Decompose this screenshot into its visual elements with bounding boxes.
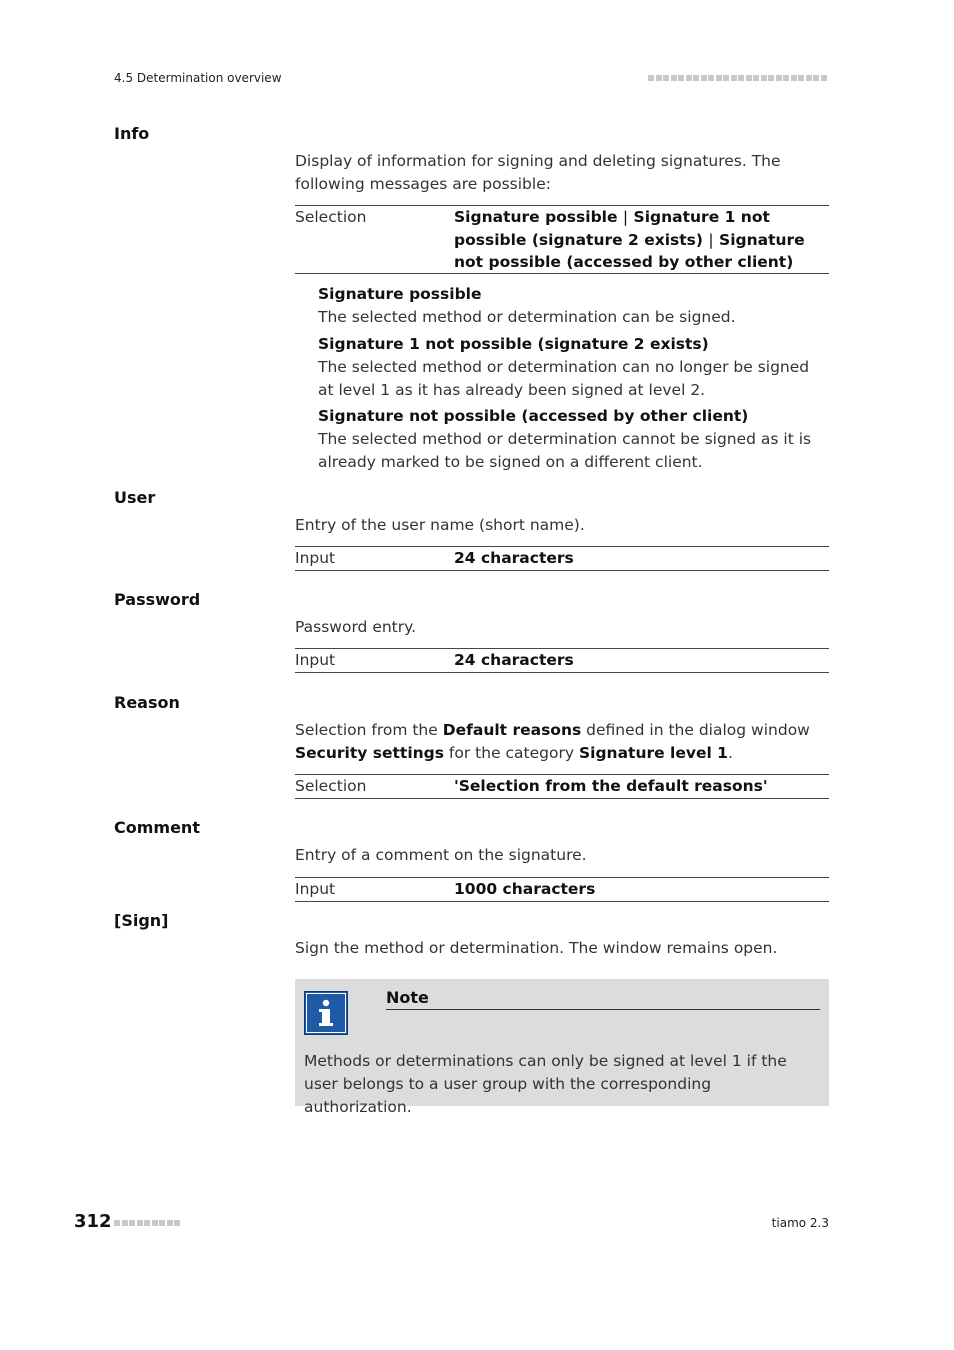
- user-input-table: [295, 546, 829, 571]
- comment-description: Entry of a comment on the signature.: [295, 846, 587, 864]
- info-selection-key: Selection: [295, 208, 367, 226]
- separator: |: [708, 230, 714, 249]
- user-value: 24 characters: [454, 549, 574, 567]
- note-title: Note: [386, 988, 820, 1010]
- password-heading: Password: [114, 590, 201, 609]
- user-description: Entry of the user name (short name).: [295, 516, 585, 534]
- selection-option-3: Signature not possible (accessed by other client): [454, 230, 805, 271]
- password-input-table: [295, 648, 829, 673]
- info-selection-values: [454, 206, 829, 274]
- comment-heading: Comment: [114, 818, 200, 837]
- selection-option-1: Signature possible: [454, 208, 618, 226]
- reason-selection-table: [295, 774, 829, 799]
- info-description: Display of information for signing and deleting signatures. The following messages are possible:: [295, 152, 781, 193]
- sign-heading: [Sign]: [114, 911, 169, 930]
- info-item-text: The selected method or determination can no longer be signed at level 1 as it has already been signed at level 2.: [318, 358, 810, 399]
- info-item-title: Signature possible: [318, 285, 482, 303]
- comment-value: 1000 characters: [454, 880, 596, 898]
- info-item-title: Signature 1 not possible (signature 2 exists): [318, 335, 709, 353]
- info-item-text: The selected method or determination cannot be signed as it is already marked to be signed on a different client.: [318, 430, 812, 471]
- signature-level-term: Signature level 1: [578, 744, 728, 762]
- password-description: Password entry.: [295, 618, 417, 636]
- user-key: Input: [295, 549, 336, 567]
- info-selection-table: [295, 205, 829, 274]
- security-settings-term: Security settings: [295, 744, 444, 762]
- reason-value: 'Selection from the default reasons': [454, 777, 768, 795]
- info-item-title: Signature not possible (accessed by other client): [318, 407, 749, 425]
- reason-description: Selection from the Default reasons defined in the dialog window Security settings for the category Signature level 1.: [295, 721, 810, 762]
- note-text: Methods or determinations can only be signed at level 1 if the user belongs to a user group with the corresponding authorization.: [304, 1052, 787, 1116]
- sign-description: Sign the method or determination. The window remains open.: [295, 939, 778, 957]
- reason-key: Selection: [295, 777, 367, 795]
- info-heading: Info: [114, 124, 150, 143]
- default-reasons-term: Default reasons: [442, 721, 582, 739]
- user-heading: User: [114, 488, 156, 507]
- running-header: 4.5 Determination overview: [114, 71, 282, 85]
- info-item: [318, 405, 829, 474]
- info-icon: [304, 991, 348, 1035]
- separator: |: [622, 208, 629, 226]
- password-key: Input: [295, 651, 336, 669]
- password-value: 24 characters: [454, 651, 574, 669]
- page-number: 312: [74, 1211, 112, 1232]
- note-box: [295, 979, 829, 1116]
- comment-key: Input: [295, 880, 336, 898]
- selection-option-2: Signature 1 not possible (signature 2 exists): [454, 208, 770, 249]
- product-name: tiamo 2.3: [771, 1216, 829, 1230]
- info-item-text: The selected method or determination can be signed.: [318, 308, 736, 326]
- comment-input-table: [295, 877, 829, 902]
- info-item: [318, 283, 829, 329]
- reason-heading: Reason: [114, 693, 180, 712]
- header-dots-decoration: [648, 75, 828, 81]
- footer-dots-decoration: [114, 1220, 182, 1226]
- info-item: [318, 333, 829, 402]
